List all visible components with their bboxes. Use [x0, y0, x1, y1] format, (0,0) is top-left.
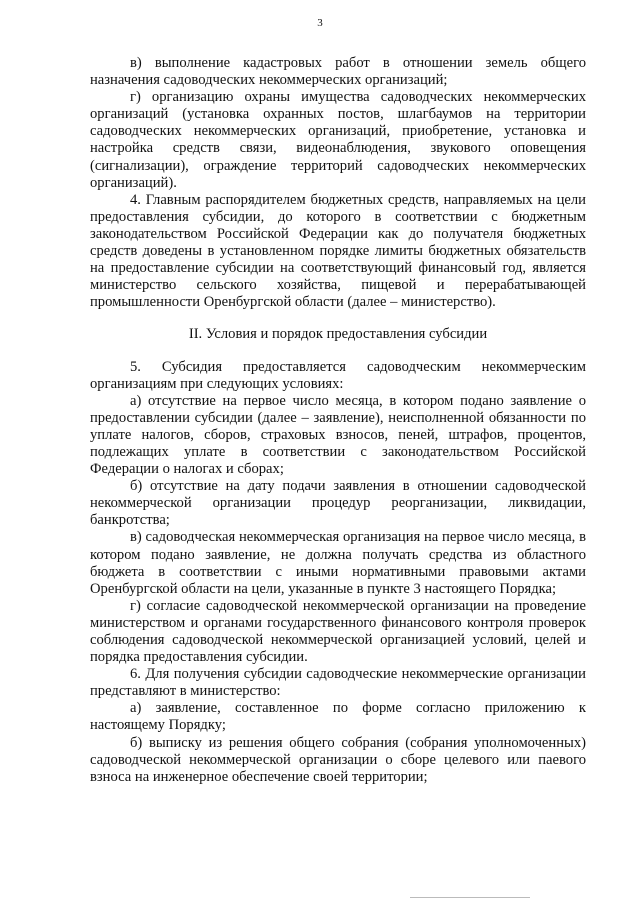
- section-heading: II. Условия и порядок предоставления субсидии: [188, 326, 488, 343]
- paragraph-6b: б) выписку из решения общего собрания (собрания уполномоченных) садоводческой некоммерческой организации о сборе целевого или паевого взноса на инженерное обеспечение своей территории;: [90, 734, 586, 785]
- paragraph-5b: б) отсутствие на дату подачи заявления в отношении садоводческой некоммерческой организации процедур реорганизации, ликвидации, банкротства;: [90, 478, 586, 529]
- paragraph-5g: г) согласие садоводческой некоммерческой организации на проведение министерством и органами государственного финансового контроля проверок соблюдения садоводческой некоммерческой организацией условий, целей и порядка предоставления субсидии.: [90, 597, 586, 666]
- scan-edge-mark: [410, 897, 530, 898]
- paragraph-4-main-manager: 4. Главным распорядителем бюджетных средств, направляемых на цели предоставления субсидии, до которого в соответствии с бюджетным законодательством Российской Федерации как до получателя бюджетных средств доведены в установленном порядке лимиты бюджетных обязательств на предоставление субсидии на соответствующий финансовый год, является министерство сельского хозяйства, пищевой и перерабатывающей промышленности Оренбургской области (далее – министерство).: [90, 191, 586, 311]
- paragraph-6a: а) заявление, составленное по форме согласно приложению к настоящему Порядку;: [90, 700, 586, 734]
- paragraph-5v: в) садоводческая некоммерческая организация на первое число месяца, в котором подано заявление, не должна получать средства из областного бюджета в соответствии с иными нормативными правовыми актами Оренбургской области на цели, указанные в пункте 3 настоящего Порядка;: [90, 529, 586, 597]
- paragraph-3g-security: г) организацию охраны имущества садоводческих некоммерческих организаций (установка охранных постов, шлагбаумов на территории садоводческих некоммерческих организаций, приобретение, установка и настройка средств связи, видеонаблюдения, звукового оповещения (сигнализации), ограждение территорий садоводческих некоммерческих организаций).: [90, 89, 586, 191]
- page-number: 3: [317, 17, 323, 29]
- document-body: [90, 55, 586, 786]
- paragraph-5a: а) отсутствие на первое число месяца, в котором подано заявление о предоставлении субсидии (далее – заявление), неисполненной обязанности по уплате налогов, сборов, страховых взносов, пеней, штрафов, процентов, подлежащих уплате в соответствии с законодательством Российской Федерации о налогах и сборах;: [90, 392, 586, 478]
- paragraph-5-conditions: 5. Субсидия предоставляется садоводческим некоммерческим организациям при следующих условиях:: [90, 358, 586, 392]
- paragraph-6-documents: 6. Для получения субсидии садоводческие некоммерческие организации представляют в министерство:: [90, 666, 586, 700]
- paragraph-3v-cadastral-works: в) выполнение кадастровых работ в отношении земель общего назначения садоводческих некоммерческих организаций;: [90, 55, 586, 89]
